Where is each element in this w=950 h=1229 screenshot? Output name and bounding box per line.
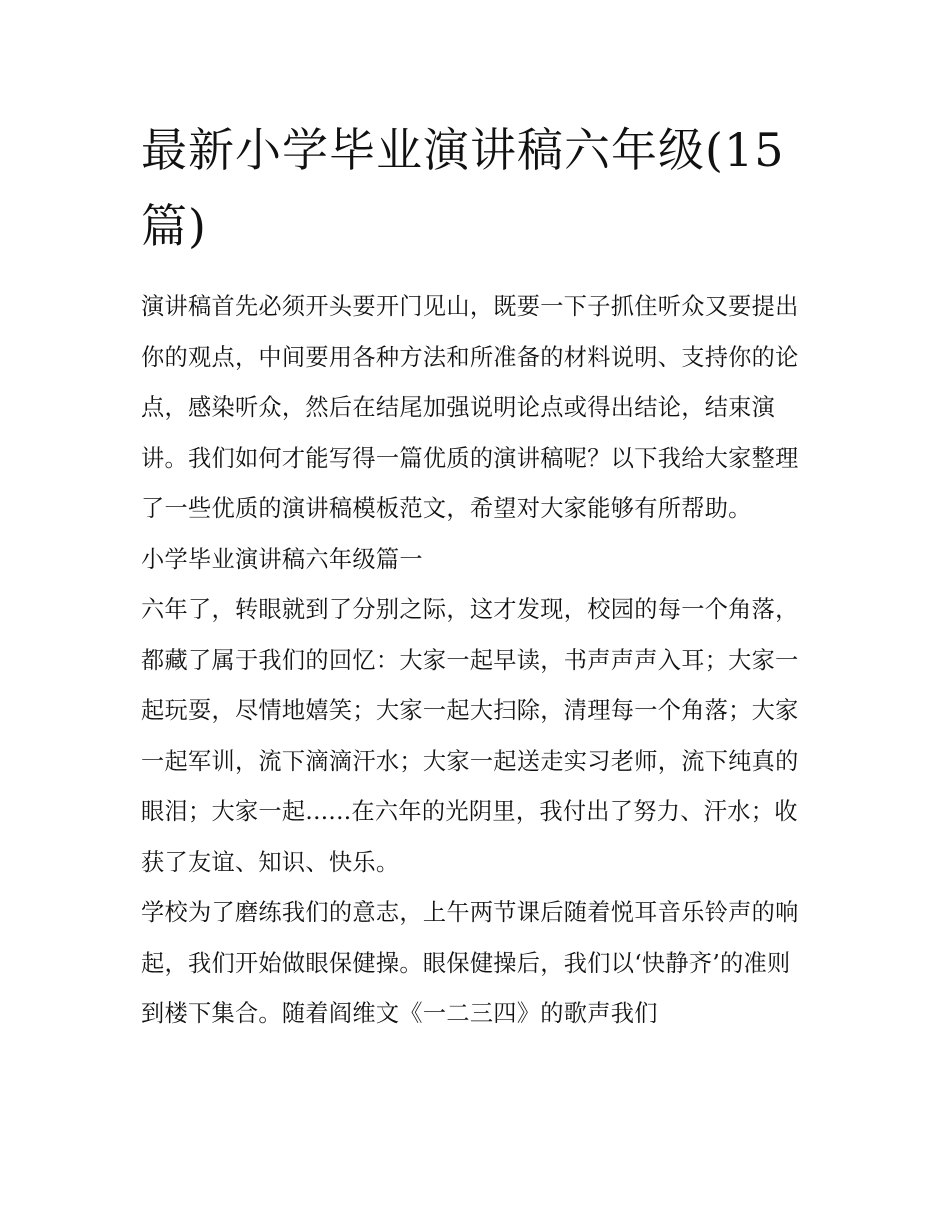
document-page [141, 112, 813, 1040]
section-heading: 小学毕业演讲稿六年级篇一 [141, 545, 423, 573]
body-paragraph: 学校为了磨练我们的意志，上午两节课后随着悦耳音乐铃声的响起，我们开始做眼保健操。眼保健操后，我们以‘快静齐’的准则到楼下集合。随着阎维文《一二三四》的歌声我们 [141, 899, 799, 1027]
document-title: 最新小学毕业演讲稿六年级(15篇) [141, 123, 785, 253]
body-paragraph: 六年了，转眼就到了分别之际，这才发现，校园的每一个角落，都藏了属于我们的回忆：大家一起早读，书声声声入耳；大家一起玩耍，尽情地嬉笑；大家一起大扫除，清理每一个角落；大家一起军训，流下滴滴汗水；大家一起送走实习老师，流下纯真的眼泪；大家一起......在六年的光阴里，我付出了努力、汗水；收获了友谊、知识、快乐。 [141, 596, 799, 876]
intro-paragraph: 演讲稿首先必须开头要开门见山，既要一下子抓住听众又要提出你的观点，中间要用各种方法和所准备的材料说明、支持你的论点，感染听众，然后在结尾加强说明论点或得出结论，结束演讲。我们如何才能写得一篇优质的演讲稿呢？以下我给大家整理了一些优质的演讲稿模板范文，希望对大家能够有所帮助。 [141, 293, 799, 522]
